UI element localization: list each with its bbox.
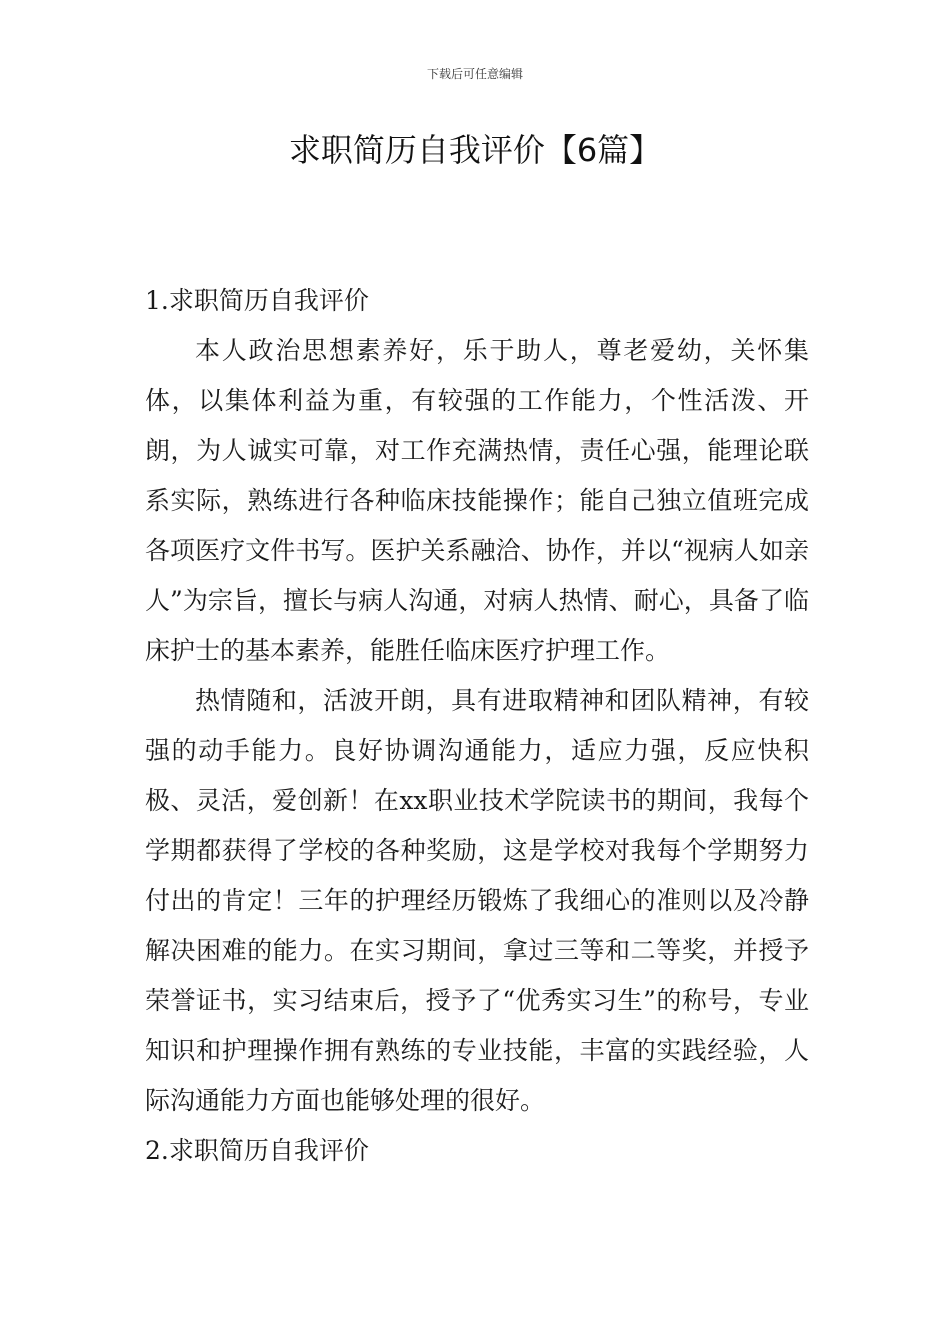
paragraph: 热情随和，活波开朗，具有进取精神和团队精神，有较强的动手能力。良好协调沟通能力，适应力强，反应快积极、灵活，爱创新！在xx职业技术学院读书的期间，我每个学期都获得了学校的各种奖励，这是学校对我每个学期努力付出的肯定！三年的护理经历锻炼了我细心的准则以及冷静解决困难的能力。在实习期间，拿过三等和二等奖，并授予荣誉证书，实习结束后，授予了“优秀实习生”的称号，专业知识和护理操作拥有熟练的专业技能，丰富的实践经验，人际沟通能力方面也能够处理的很好。 [145, 686, 809, 1115]
header-note: 下载后可任意编辑 [426, 67, 523, 81]
section-2 [145, 1126, 809, 1176]
paragraph: 本人政治思想素养好，乐于助人，尊老爱幼，关怀集体，以集体利益为重，有较强的工作能力，个性活泼、开朗，为人诚实可靠，对工作充满热情，责任心强，能理论联系实际，熟练进行各种临床技能操作；能自己独立值班完成各项医疗文件书写。医护关系融洽、协作，并以“视病人如亲人”为宗旨，擅长与病人沟通，对病人热情、耐心，具备了临床护士的基本素养，能胜任临床医疗护理工作。 [145, 336, 809, 665]
document-title: 求职简历自我评价【6篇】 [288, 131, 662, 169]
section-heading: 2.求职简历自我评价 [145, 1136, 369, 1165]
section-1 [145, 276, 809, 1126]
document-body [145, 276, 809, 1176]
section-heading: 1.求职简历自我评价 [145, 286, 369, 315]
